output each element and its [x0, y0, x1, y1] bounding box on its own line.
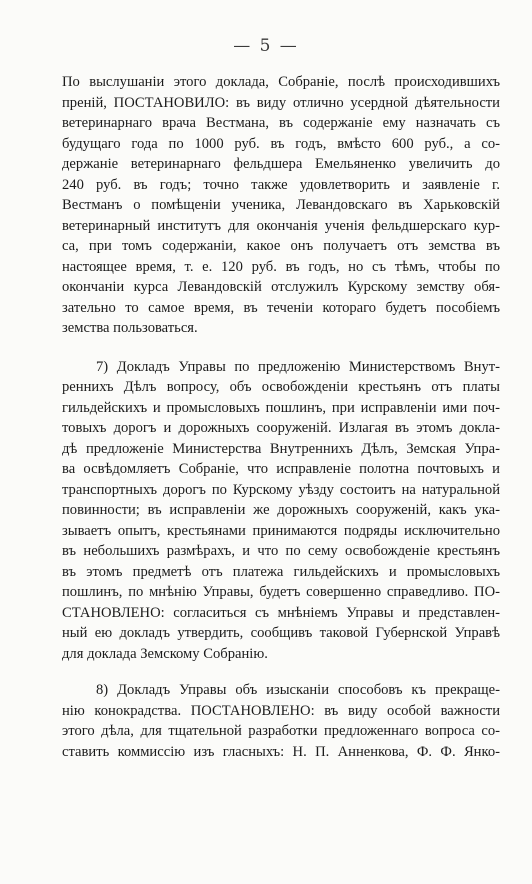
- text-line: для доклада Земскому Собранію.: [62, 645, 268, 662]
- text-line: въ небольшихъ размѣрахъ, и что по сему освобожденіе крестьянъ: [62, 543, 500, 559]
- text-line: будущаго года по 1000 руб. въ годъ, вмѣсто 600 руб., а со-: [62, 135, 500, 152]
- text-line: дѣ предложеніе Министерства Внутреннихъ Дѣлъ, Земская Упра-: [62, 440, 500, 457]
- text-line: преній, ПОСТАНОВИЛО: въ виду отлично усердной дѣятельности: [62, 94, 500, 111]
- text-line: этого дѣла, для тщательной разработки предложеннаго вопроса со-: [62, 723, 500, 739]
- text-line: пошлинъ, по мнѣнію Управы, будетъ совершенно справедливо. ПО-: [62, 584, 500, 600]
- paragraph-8: [62, 680, 500, 762]
- page-number: — 5 —: [233, 36, 299, 56]
- text-line: зательно то самое время, въ теченіи котораго будетъ пособіемъ: [62, 299, 500, 316]
- text-line: въ этомъ предметѣ отъ платежа гильдейскихъ и промысловыхъ: [62, 563, 500, 580]
- text-line: нію конокрадства. ПОСТАНОВЛЕНО: въ виду особой важности: [62, 702, 500, 719]
- text-line: Вестманъ о помѣщеніи ученика, Левандовскаго въ Харьковскій: [62, 197, 500, 213]
- text-line: гильдейскихъ и промысловыхъ пошлинъ, при исправленіи ими поч-: [62, 399, 500, 416]
- text-line: зываетъ опытъ, крестьянами принимаются подряды исключительно: [62, 522, 500, 539]
- text-line: земства пользоваться.: [62, 320, 198, 336]
- text-line: повинности; въ исправленіи же дорожныхъ сооруженій, какъ ука-: [62, 502, 500, 518]
- text-line: ва освѣдомляетъ Собраніе, что исправленіе полотна почтовыхъ и: [62, 461, 500, 477]
- text-line: По выслушаніи этого доклада, Собраніе, послѣ происходившихъ: [62, 74, 500, 90]
- text-line: реннихъ Дѣлъ вопросу, объ освобожденіи крестьянъ отъ платы: [62, 379, 500, 395]
- text-line: ный ею докладъ утвердить, сообщивъ таковой Губернской Управѣ: [62, 625, 500, 641]
- text-line: 240 руб. въ годъ; точно также удовлетворить и заявленіе г.: [62, 176, 500, 193]
- text-line: транспортныхъ дорогъ по Курскому уѣзду состоитъ на натуральной: [62, 481, 500, 498]
- paragraph-1: [62, 72, 500, 339]
- text-line: окончаніи курса Левандовскій отслужилъ Курскому земству обя-: [62, 279, 500, 295]
- text-line: держаніе ветеринарнаго фельдшера Емельяненко увеличить до: [62, 156, 500, 172]
- text-line: настоящее время, т. е. 120 руб. въ годъ, но съ тѣмъ, чтобы по: [62, 258, 500, 275]
- text-line: ветеринарный институтъ для окончанія ученія фельдшерскаго кур-: [62, 217, 500, 234]
- page-body: [62, 72, 500, 762]
- text-line: са, при томъ содержаніи, какое онъ получаетъ отъ земства въ: [62, 238, 500, 254]
- text-line: СТАНОВЛЕНО: согласиться съ мнѣніемъ Управы и представлен-: [62, 604, 500, 621]
- paragraph-7: [62, 357, 500, 665]
- text-line: ветеринарнаго врача Вестмана, въ содержаніе ему назначать съ: [62, 115, 500, 131]
- text-line: ставить коммиссію изъ гласныхъ: Н. П. Анненкова, Ф. Ф. Янко-: [62, 743, 500, 760]
- text-line: 8) Докладъ Управы объ изысканіи способовъ къ прекраще-: [96, 682, 500, 698]
- text-line: товыхъ дорогъ и дорожныхъ сооруженій. Излагая въ этомъ докла-: [62, 420, 500, 436]
- text-line: 7) Докладъ Управы по предложенію Министерствомъ Внут-: [96, 358, 500, 375]
